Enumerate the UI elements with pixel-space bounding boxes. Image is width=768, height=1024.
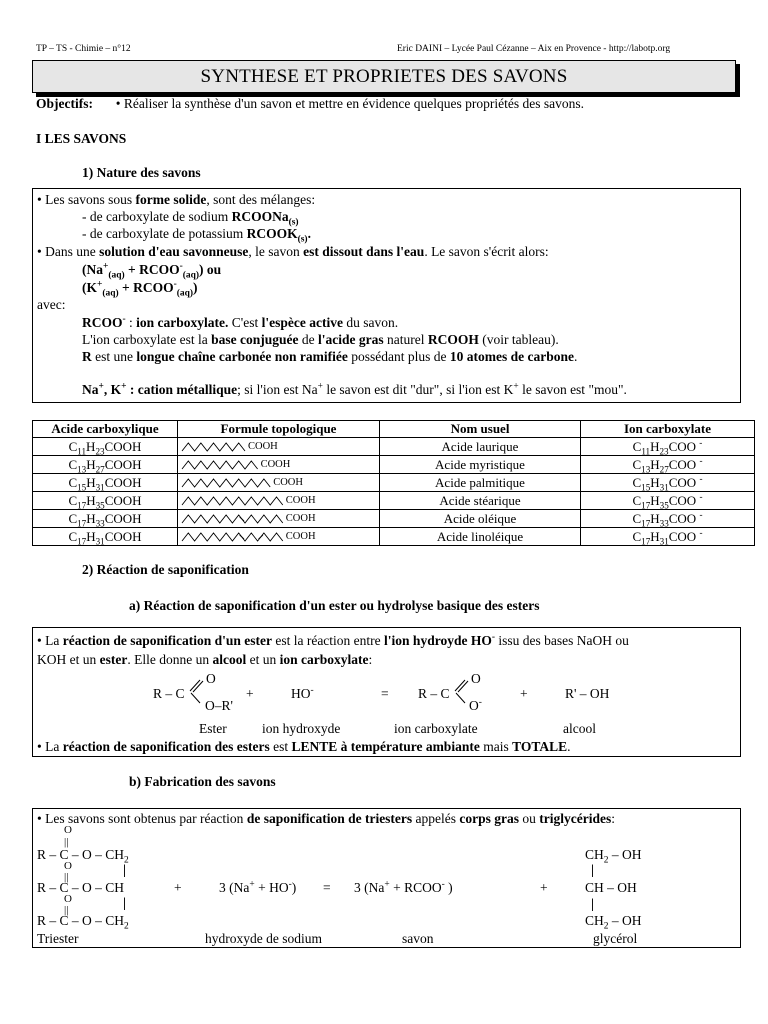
- fab-r3: R – C – O – $CH_2$: [37, 913, 129, 932]
- cell-name: Acide linoléique: [380, 528, 581, 546]
- nature-line-2: - de carboxylate de sodium RCOONa$_{(s)}$: [82, 209, 299, 228]
- cell-ion: $C_{11}H_{23}COO$ -: [581, 438, 755, 456]
- eq-carboxylate-rc: R – C: [418, 686, 450, 701]
- label-hydroxide: ion hydroxyde: [262, 721, 341, 736]
- th-name: Nom usuel: [380, 421, 581, 438]
- cooh-label: COOH: [285, 513, 316, 524]
- section1-title: I LES SAVONS: [36, 131, 127, 146]
- title-banner: [32, 60, 736, 93]
- sapon-line-2: KOH et un ester. Elle donne un alcool et un ion carboxylate:: [37, 652, 373, 667]
- cell-acid: $C_{17}H_{33}COOH$: [33, 510, 178, 528]
- cell-name: Acide myristique: [380, 456, 581, 474]
- cell-formula: [178, 474, 380, 492]
- cell-formula: [178, 528, 380, 546]
- section2-title: 2) Réaction de saponification: [82, 562, 249, 577]
- objectives: [36, 96, 584, 112]
- th-formula: Formule topologique: [178, 421, 380, 438]
- fab-dbl-3: ||: [64, 904, 69, 916]
- cell-ion: $C_{13}H_{27}COO$ -: [581, 456, 755, 474]
- fab-label-glycerol: glycérol: [593, 931, 638, 946]
- fab-naoh: 3 (Na+ + HO-): [219, 879, 297, 895]
- zigzag-chain: [181, 477, 271, 489]
- cell-formula: [178, 438, 380, 456]
- cell-ion: $C_{17}H_{35}COO$ -: [581, 492, 755, 510]
- cell-name: Acide laurique: [380, 438, 581, 456]
- nature-line-5: ($Na^+_{(aq)}$ + $RCOO^-_{(aq)}$) ou: [82, 261, 222, 281]
- fab-plus-2: +: [540, 880, 548, 895]
- fab-line-1: • Les savons sont obtenus par réaction de saponification de triesters appelés corps gras ou triglycérides:: [37, 811, 616, 826]
- cooh-label: COOH: [285, 495, 316, 506]
- table-header-row: [33, 421, 755, 438]
- fab-bar-1: |: [123, 862, 126, 877]
- eq-carboxylate-ominus: O-: [469, 697, 482, 713]
- nature-line-9: L'ion carboxylate est la base conjuguée de l'acide gras naturel RCOOH (voir tableau).: [82, 332, 559, 347]
- cell-acid: $C_{13}H_{27}COOH$: [33, 456, 178, 474]
- cell-ion: $C_{15}H_{31}COO$ -: [581, 474, 755, 492]
- saponification-box: [32, 627, 741, 757]
- nature-line-8: RCOO- : ion carboxylate. C'est l'espèce active du savon.: [82, 314, 399, 330]
- table-row: [33, 456, 755, 474]
- eq-ester-rc: R – C: [153, 686, 185, 701]
- cell-name: Acide oléique: [380, 510, 581, 528]
- fab-o-2: O: [64, 860, 72, 872]
- nature-line-6: ($K^+_{(aq)}$ + $RCOO^-_{(aq)}$): [82, 279, 198, 299]
- fab-o-1: O: [64, 824, 72, 836]
- nature-line-7: avec:: [37, 297, 66, 312]
- nature-line-4: • Dans une solution d'eau savonneuse, le savon est dissout dans l'eau. Le savon s'écrit alors:: [37, 244, 549, 259]
- eq-plus-2: +: [520, 686, 528, 701]
- table-row: [33, 528, 755, 546]
- section2a-title: a) Réaction de saponification d'un ester ou hydrolyse basique des esters: [129, 598, 540, 613]
- cell-ion: $C_{17}H_{31}COO$ -: [581, 528, 755, 546]
- fab-g-bar-2: |: [591, 896, 594, 911]
- double-bond-mark: [240, 517, 244, 521]
- eq-hydroxide: HO-: [291, 685, 314, 701]
- cell-name: Acide palmitique: [380, 474, 581, 492]
- cooh-label: COOH: [248, 441, 278, 452]
- th-ion: Ion carboxylate: [581, 421, 755, 438]
- cell-acid: $C_{11}H_{23}COOH$: [33, 438, 178, 456]
- nature-line-3: - de carboxylate de potassium $RCOOK_{(s)}$.: [82, 226, 311, 245]
- fab-equals: =: [323, 880, 331, 895]
- cooh-label: COOH: [285, 531, 316, 542]
- nature-line-11: Na+, K+ : cation métallique; si l'ion est Na+ le savon est dit "dur", si l'ion est K+ le savon est "mou".: [82, 381, 627, 397]
- fab-label-triester: Triester: [37, 931, 79, 946]
- fab-g3: $CH_2$ – OH: [585, 913, 642, 932]
- cell-formula: [178, 510, 380, 528]
- fab-plus-1: +: [174, 880, 182, 895]
- nature-box: [32, 188, 741, 403]
- eq-equals: =: [381, 686, 389, 701]
- section1-sub1: 1) Nature des savons: [82, 165, 201, 180]
- label-carboxylate: ion carboxylate: [394, 721, 478, 736]
- zigzag-chain: [181, 531, 284, 543]
- fab-o-3: O: [64, 893, 72, 905]
- cooh-label: COOH: [260, 459, 291, 470]
- zigzag-chain: [181, 513, 284, 525]
- table-row: [33, 438, 755, 456]
- eq-alcohol: R' – OH: [565, 686, 610, 701]
- fab-label-naoh: hydroxyde de sodium: [205, 931, 322, 946]
- cell-acid: $C_{15}H_{31}COOH$: [33, 474, 178, 492]
- fab-label-soap: savon: [402, 931, 434, 946]
- fab-g2: CH – OH: [585, 880, 637, 895]
- objectives-text: • Réaliser la synthèse d'un savon et mettre en évidence quelques propriétés des savons.: [115, 96, 585, 111]
- table-row: [33, 474, 755, 492]
- header-left: TP – TS - Chimie – n°12: [36, 44, 131, 54]
- cell-acid: $C_{17}H_{31}COOH$: [33, 528, 178, 546]
- section2b-title: b) Fabrication des savons: [129, 774, 276, 789]
- fab-bar-2: |: [123, 895, 126, 910]
- eq-ester-or: O–R': [205, 698, 233, 713]
- fab-dbl-1: ||: [64, 836, 69, 848]
- header-right: Eric DAINI – Lycée Paul Cézanne – Aix en Provence - http://labotp.org: [397, 44, 671, 54]
- cooh-label: COOH: [273, 477, 303, 488]
- fatty-acid-table: [32, 420, 755, 546]
- fab-r2: R – C – O – CH: [37, 880, 125, 895]
- table-row: [33, 510, 755, 528]
- label-ester: Ester: [199, 721, 227, 736]
- sapon-line-1: • La réaction de saponification d'un ester est la réaction entre l'ion hydroyde HO- issu des bases NaOH ou: [37, 632, 629, 648]
- page-title: SYNTHESE ET PROPRIETES DES SAVONS: [200, 65, 568, 87]
- fab-dbl-2: ||: [64, 871, 69, 883]
- label-alcohol: alcool: [563, 721, 596, 736]
- objectives-label: Objectifs:: [36, 96, 93, 111]
- cell-name: Acide stéarique: [380, 492, 581, 510]
- zigzag-chain: [181, 459, 259, 471]
- eq-ester-o: O: [206, 671, 216, 686]
- sapon-line-3: • La réaction de saponification des esters est LENTE à température ambiante mais TOTALE.: [37, 739, 571, 754]
- fab-g1: $CH_2$ – OH: [585, 847, 642, 866]
- eq-carboxylate-o: O: [471, 671, 481, 686]
- fab-g-bar-1: |: [591, 862, 594, 877]
- fabrication-box: [32, 808, 741, 948]
- cell-ion: $C_{17}H_{33}COO$ -: [581, 510, 755, 528]
- nature-line-10: R est une longue chaîne carbonée non ramifiée possédant plus de 10 atomes de carbone.: [82, 349, 578, 364]
- table-row: [33, 492, 755, 510]
- zigzag-chain: [181, 441, 246, 453]
- fab-soap: 3 (Na+ + RCOO- ): [354, 879, 453, 895]
- nature-line-1: • Les savons sous forme solide, sont des mélanges:: [37, 192, 316, 207]
- fab-r1: R – C – O – $CH_2$: [37, 847, 129, 866]
- cell-formula: [178, 492, 380, 510]
- cell-acid: $C_{17}H_{35}COOH$: [33, 492, 178, 510]
- zigzag-chain: [181, 495, 284, 507]
- eq-plus-1: +: [246, 686, 254, 701]
- th-acid: Acide carboxylique: [33, 421, 178, 438]
- double-bond-mark: [259, 535, 263, 539]
- cell-formula: [178, 456, 380, 474]
- double-bond-mark: [240, 535, 244, 539]
